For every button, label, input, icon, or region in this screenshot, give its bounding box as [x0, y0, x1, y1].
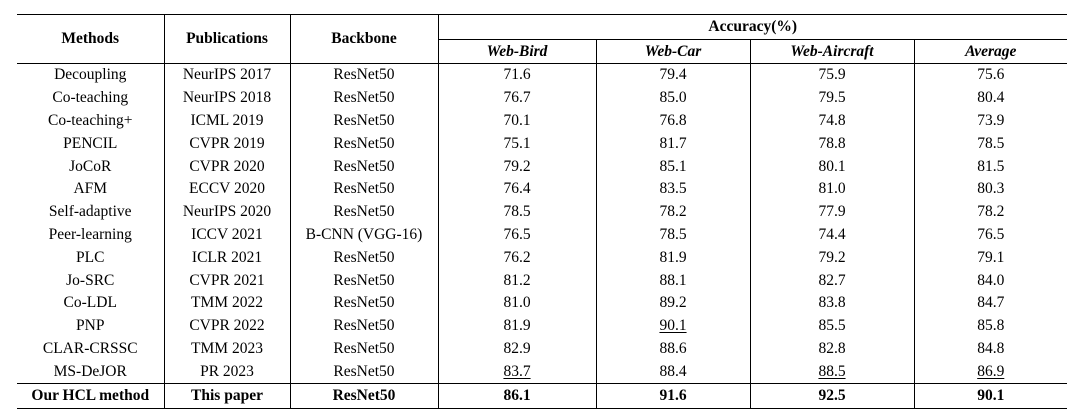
cell-publication: ICLR 2021	[164, 246, 290, 269]
cell-publication: This paper	[164, 384, 290, 409]
cell-average: 78.5	[977, 134, 1005, 152]
cell-web-car: 88.1	[596, 269, 750, 292]
table-row	[17, 292, 1067, 315]
cell-average: 78.2	[977, 203, 1005, 221]
cell-web-bird: 82.9	[438, 338, 596, 361]
table-row	[17, 178, 1067, 201]
table-row	[17, 360, 1067, 383]
cell-publication: CVPR 2019	[164, 132, 290, 155]
cell-average: 84.8	[977, 339, 1005, 357]
cell-web-aircraft: 80.1	[750, 155, 914, 178]
cell-web-aircraft-underlined	[750, 360, 914, 383]
cell-web-car: 78.5	[596, 224, 750, 247]
cell-method: PNP	[17, 315, 164, 338]
cell-web-car: 91.6	[596, 384, 750, 409]
table-row	[17, 87, 1067, 110]
cell-average: 79.1	[977, 248, 1005, 266]
cell-method: Jo-SRC	[17, 269, 164, 292]
cell-method: PENCIL	[17, 132, 164, 155]
cell-backbone: ResNet50	[290, 178, 438, 201]
cell-web-bird: 81.2	[438, 269, 596, 292]
cell-web-bird: 76.2	[438, 246, 596, 269]
cell-publication: CVPR 2021	[164, 269, 290, 292]
cell-web-aircraft: 92.5	[750, 384, 914, 409]
table-row	[17, 201, 1067, 224]
cell-publication: CVPR 2022	[164, 315, 290, 338]
cell-method: Co-teaching	[17, 87, 164, 110]
cell-publication: PR 2023	[164, 360, 290, 383]
cell-backbone: ResNet50	[290, 269, 438, 292]
cell-web-bird: 78.5	[438, 201, 596, 224]
table-row	[17, 315, 1067, 338]
cell-method: MS-DeJOR	[17, 360, 164, 383]
cell-web-bird: 75.1	[438, 132, 596, 155]
cell-web-bird: 81.0	[438, 292, 596, 315]
cell-average: 75.6	[977, 66, 1005, 84]
cell-backbone: B-CNN (VGG-16)	[290, 224, 438, 247]
cell-web-car: 85.0	[596, 87, 750, 110]
table-row-ours	[17, 384, 1067, 409]
table-row	[17, 338, 1067, 361]
header-accuracy: Accuracy(%)	[438, 15, 1067, 40]
cell-backbone: ResNet50	[290, 110, 438, 133]
cell-web-aircraft: 85.5	[750, 315, 914, 338]
cell-average: 85.8	[977, 317, 1005, 335]
second-best-value: 83.7	[503, 362, 531, 380]
cell-web-bird: 70.1	[438, 110, 596, 133]
cell-publication: NeurIPS 2018	[164, 87, 290, 110]
cell-web-bird: 71.6	[438, 64, 596, 87]
cell-publication: TMM 2023	[164, 338, 290, 361]
table-row	[17, 246, 1067, 269]
cell-web-aircraft: 79.5	[750, 87, 914, 110]
cell-backbone: ResNet50	[290, 360, 438, 383]
cell-publication: NeurIPS 2017	[164, 64, 290, 87]
cell-web-bird: 76.5	[438, 224, 596, 247]
cell-publication: TMM 2022	[164, 292, 290, 315]
header-web-bird: Web-Bird	[438, 40, 596, 64]
cell-average: 76.5	[977, 225, 1005, 243]
cell-backbone: ResNet50	[290, 64, 438, 87]
cell-web-bird: 86.1	[438, 384, 596, 409]
cell-method: Co-LDL	[17, 292, 164, 315]
cell-backbone: ResNet50	[290, 87, 438, 110]
second-best-value: 86.9	[977, 362, 1005, 380]
cell-backbone: ResNet50	[290, 384, 438, 409]
cell-web-bird: 81.9	[438, 315, 596, 338]
cell-web-car-underlined	[596, 315, 750, 338]
cell-average-underlined	[914, 360, 1067, 383]
cell-method: Peer-learning	[17, 224, 164, 247]
table-row	[17, 64, 1067, 87]
cell-average: 81.5	[977, 157, 1005, 175]
cell-publication: ECCV 2020	[164, 178, 290, 201]
cell-backbone: ResNet50	[290, 201, 438, 224]
cell-publication: ICML 2019	[164, 110, 290, 133]
header-web-aircraft: Web-Aircraft	[750, 40, 914, 64]
second-best-value: 88.5	[818, 362, 846, 380]
cell-web-car: 81.7	[596, 132, 750, 155]
cell-web-aircraft: 83.8	[750, 292, 914, 315]
table-row	[17, 110, 1067, 133]
cell-web-aircraft: 74.8	[750, 110, 914, 133]
cell-average: 73.9	[977, 111, 1005, 129]
cell-method: JoCoR	[17, 155, 164, 178]
cell-backbone: ResNet50	[290, 338, 438, 361]
header-web-car: Web-Car	[596, 40, 750, 64]
cell-web-car: 76.8	[596, 110, 750, 133]
cell-web-aircraft: 75.9	[750, 64, 914, 87]
cell-publication: CVPR 2020	[164, 155, 290, 178]
second-best-value: 90.1	[659, 317, 687, 335]
header-publications: Publications	[164, 15, 290, 64]
cell-web-bird: 76.7	[438, 87, 596, 110]
header-methods: Methods	[17, 15, 164, 64]
cell-web-car: 79.4	[596, 64, 750, 87]
cell-web-car: 88.4	[596, 360, 750, 383]
table-row	[17, 269, 1067, 292]
cell-average: 90.1	[914, 384, 1067, 409]
cell-web-car: 88.6	[596, 338, 750, 361]
cell-backbone: ResNet50	[290, 292, 438, 315]
cell-web-car: 78.2	[596, 201, 750, 224]
cell-web-car: 83.5	[596, 178, 750, 201]
cell-method: CLAR-CRSSC	[17, 338, 164, 361]
table-row	[17, 132, 1067, 155]
header-average: Average	[914, 40, 1067, 64]
cell-method: Co-teaching+	[17, 110, 164, 133]
cell-average: 84.7	[977, 294, 1005, 312]
cell-web-aircraft: 74.4	[750, 224, 914, 247]
cell-web-car: 81.9	[596, 246, 750, 269]
cell-average: 84.0	[977, 271, 1005, 289]
header-backbone: Backbone	[290, 15, 438, 64]
cell-web-car: 85.1	[596, 155, 750, 178]
cell-method: AFM	[17, 178, 164, 201]
cell-web-bird-underlined	[438, 360, 596, 383]
cell-backbone: ResNet50	[290, 315, 438, 338]
table-row	[17, 155, 1067, 178]
cell-web-aircraft: 79.2	[750, 246, 914, 269]
cell-web-aircraft: 77.9	[750, 201, 914, 224]
cell-method: PLC	[17, 246, 164, 269]
cell-publication: NeurIPS 2020	[164, 201, 290, 224]
cell-method: Our HCL method	[17, 384, 164, 409]
cell-web-bird: 76.4	[438, 178, 596, 201]
cell-publication: ICCV 2021	[164, 224, 290, 247]
accuracy-comparison-table	[17, 14, 1067, 409]
cell-average: 80.3	[977, 180, 1005, 198]
cell-backbone: ResNet50	[290, 155, 438, 178]
cell-web-aircraft: 82.7	[750, 269, 914, 292]
table-row	[17, 224, 1067, 247]
cell-method: Decoupling	[17, 64, 164, 87]
cell-backbone: ResNet50	[290, 132, 438, 155]
cell-average: 80.4	[977, 89, 1005, 107]
header-row-1	[17, 15, 1067, 40]
cell-web-bird: 79.2	[438, 155, 596, 178]
cell-web-aircraft: 81.0	[750, 178, 914, 201]
cell-method: Self-adaptive	[17, 201, 164, 224]
cell-web-aircraft: 82.8	[750, 338, 914, 361]
cell-backbone: ResNet50	[290, 246, 438, 269]
cell-web-car: 89.2	[596, 292, 750, 315]
cell-web-aircraft: 78.8	[750, 132, 914, 155]
